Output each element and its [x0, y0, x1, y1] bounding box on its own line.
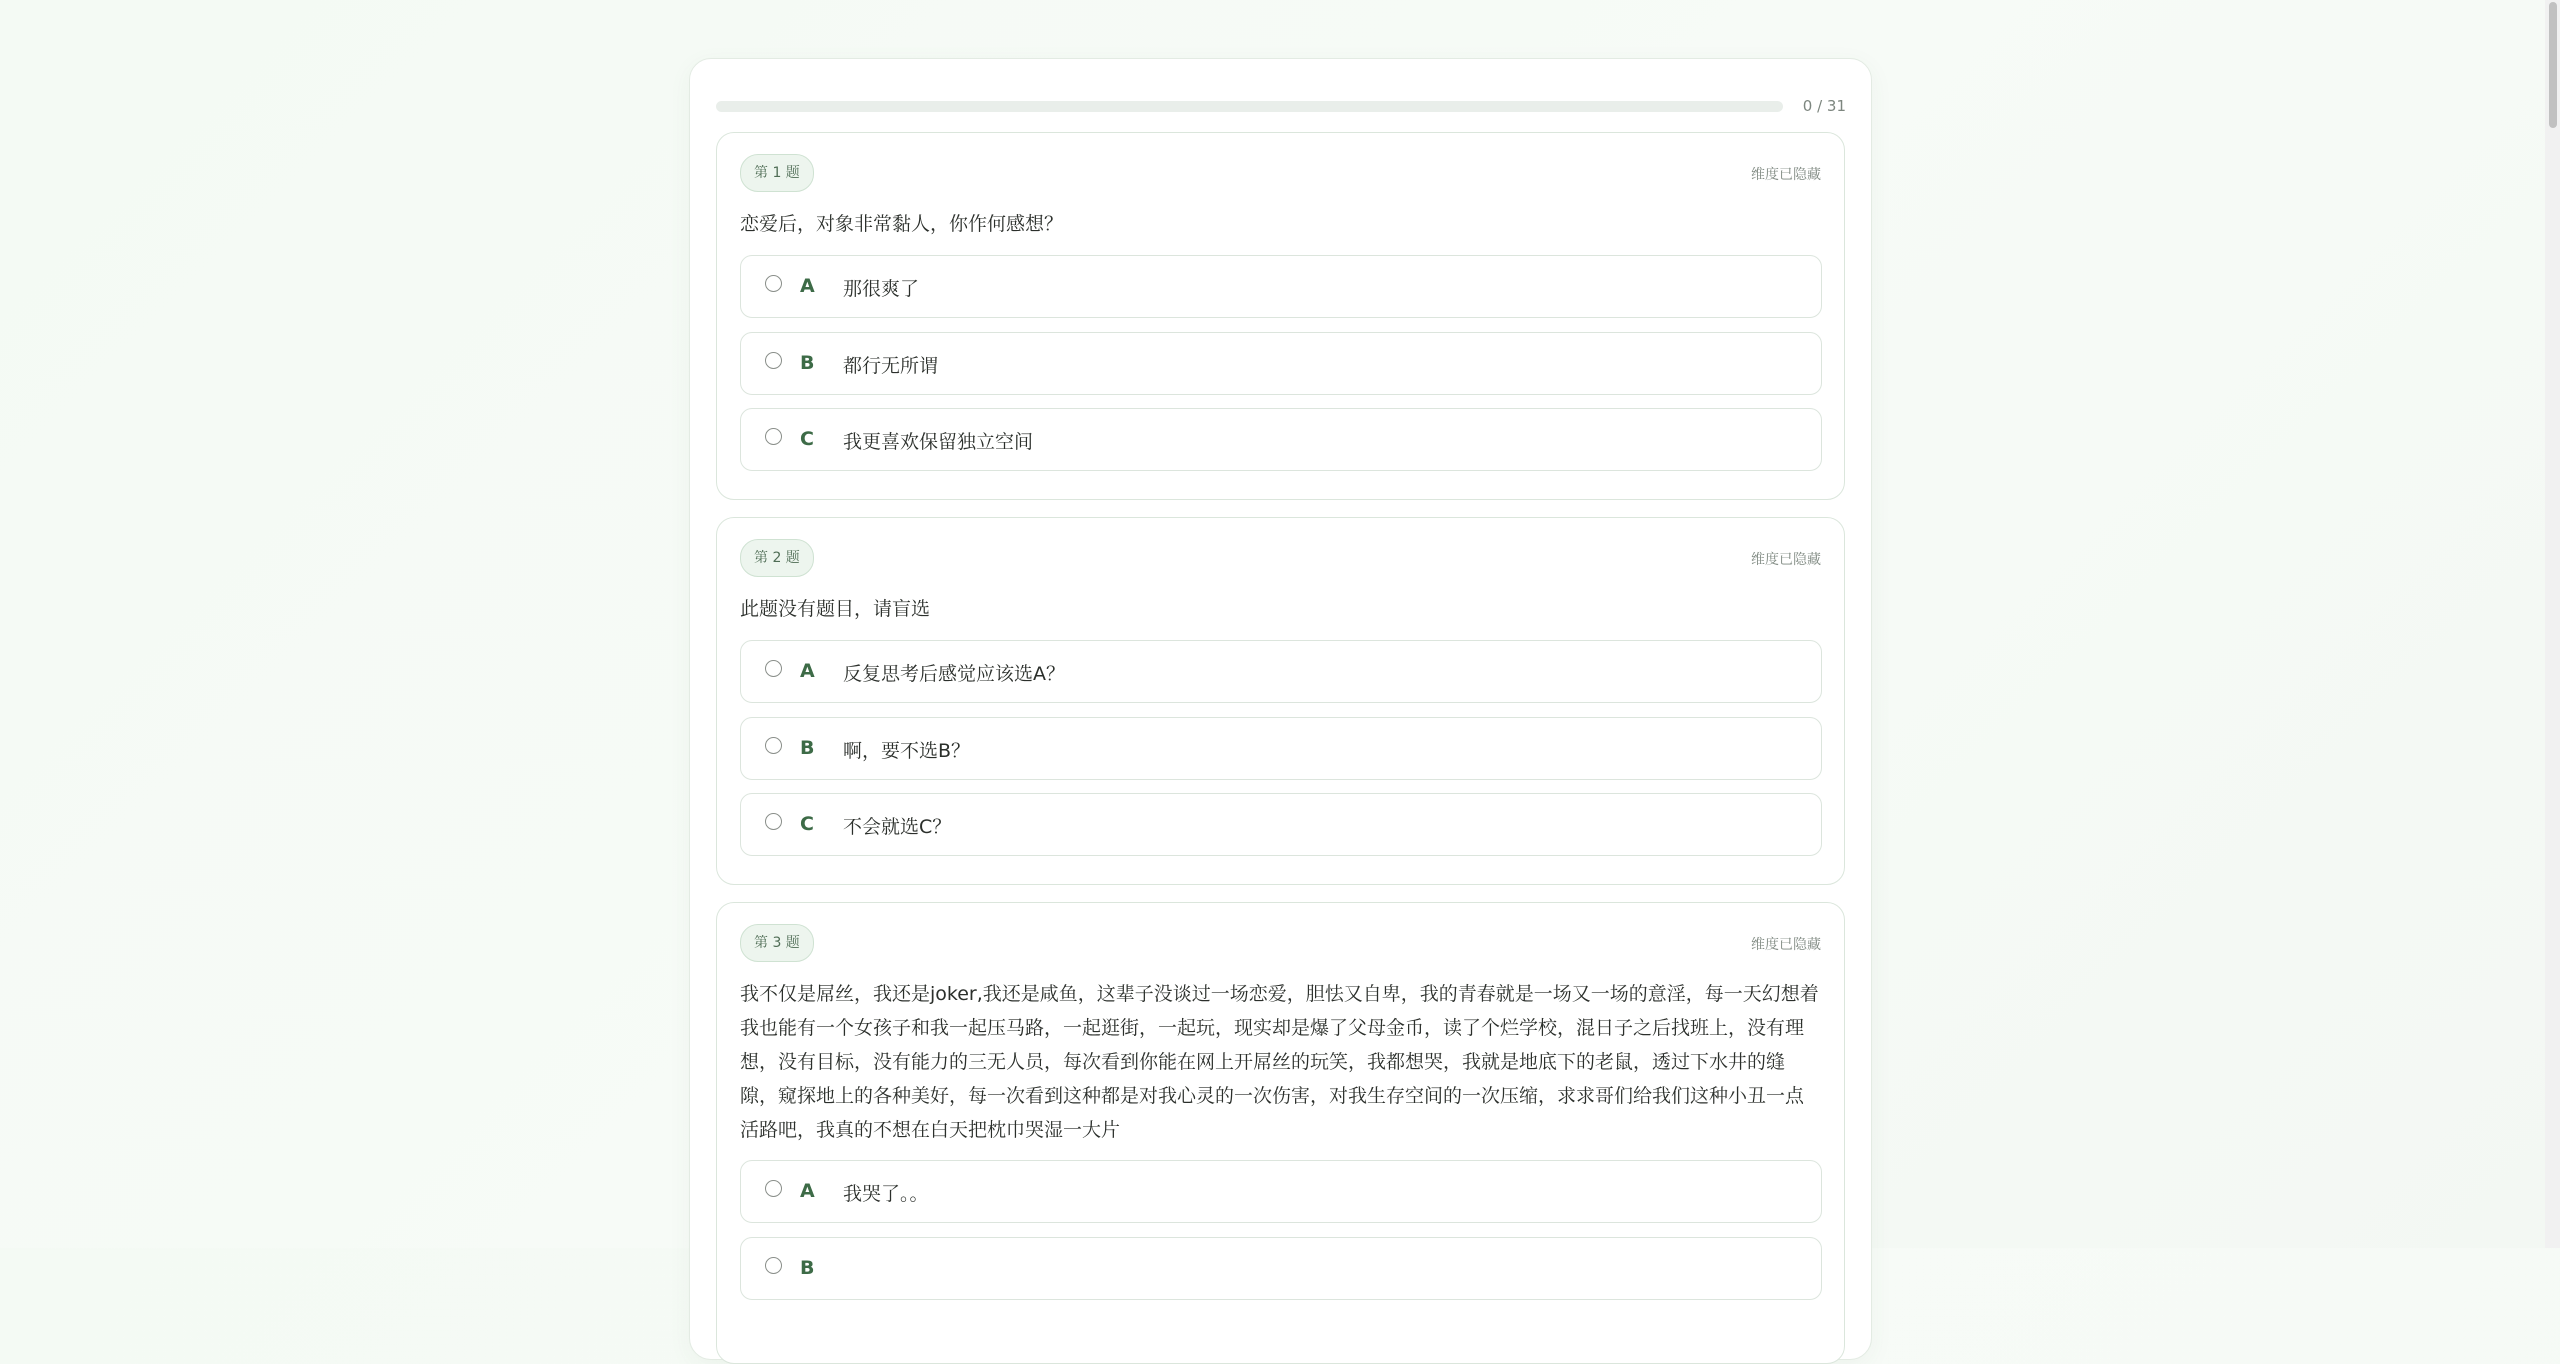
question-text: 恋爱后，对象非常黏人，你作何感想？ — [740, 213, 1064, 235]
option-key: A — [800, 275, 815, 297]
option-key: B — [800, 352, 815, 374]
page-scrollbar[interactable] — [2545, 0, 2560, 1248]
question-card-2 — [716, 517, 1845, 885]
option-label: 都行无所谓 — [843, 355, 939, 377]
progress-row — [716, 93, 1846, 121]
dimension-hidden-label: 维度已隐藏 — [1751, 552, 1821, 568]
radio-button[interactable] — [765, 813, 782, 830]
option-b[interactable] — [740, 1237, 1822, 1300]
radio-button[interactable] — [765, 352, 782, 369]
option-key: B — [800, 1257, 815, 1279]
radio-button[interactable] — [765, 275, 782, 292]
option-label: 啊，要不选B？ — [843, 740, 971, 762]
option-label: 我哭了。。 — [843, 1183, 929, 1205]
option-key: A — [800, 1180, 815, 1202]
option-label: 那很爽了 — [843, 278, 920, 300]
progress-bar — [716, 101, 1783, 112]
question-card-1 — [716, 132, 1845, 500]
quiz-container — [689, 58, 1872, 1360]
option-key: C — [800, 428, 814, 450]
option-label: 我更喜欢保留独立空间 — [843, 431, 1034, 453]
question-text: 此题没有题目，请盲选 — [740, 598, 931, 620]
option-label: 反复思考后感觉应该选A？ — [843, 663, 1065, 685]
question-number-badge: 第 3 题 — [740, 924, 814, 962]
option-key: C — [800, 813, 814, 835]
question-number-badge: 第 1 题 — [740, 154, 814, 192]
option-a[interactable] — [740, 640, 1822, 703]
question-card-3 — [716, 902, 1845, 1364]
radio-button[interactable] — [765, 428, 782, 445]
option-b[interactable] — [740, 717, 1822, 780]
option-label: 不会就选C？ — [843, 816, 952, 838]
option-c[interactable] — [740, 793, 1822, 856]
radio-button[interactable] — [765, 737, 782, 754]
radio-button[interactable] — [765, 1257, 782, 1274]
option-a[interactable] — [740, 255, 1822, 318]
question-text: 我不仅是屌丝，我还是joker,我还是咸鱼，这辈子没谈过一场恋爱，胆怯又自卑，我的青春就是一场又一场的意淫，每一天幻想着我也能有一个女孩子和我一起压马路，一起逛街，一起玩，现实却是爆了父母金币，读了个烂学校，混日子之后找班上，没有理想，没有目标，没有能力的三无人员，每次看到你能在网上开屌丝的玩笑，我都想哭，我就是地底下的老鼠，透过下水井的缝隙，窥探地上的各种美好，每一次看到这种都是对我心灵的一次伤害，对我生存空间的一次压缩，求求哥们给我们这种小丑一点活路吧，我真的不想在白天把枕巾哭湿一大片 — [740, 983, 1819, 1141]
dimension-hidden-label: 维度已隐藏 — [1751, 937, 1821, 953]
progress-text: 0 / 31 — [1802, 97, 1846, 115]
option-key: A — [800, 660, 815, 682]
dimension-hidden-label: 维度已隐藏 — [1751, 167, 1821, 183]
option-c[interactable] — [740, 408, 1822, 471]
option-a[interactable] — [740, 1160, 1822, 1223]
question-number-badge: 第 2 题 — [740, 539, 814, 577]
radio-button[interactable] — [765, 660, 782, 677]
scrollbar-thumb[interactable] — [2549, 2, 2557, 128]
option-b[interactable] — [740, 332, 1822, 395]
radio-button[interactable] — [765, 1180, 782, 1197]
option-key: B — [800, 737, 815, 759]
